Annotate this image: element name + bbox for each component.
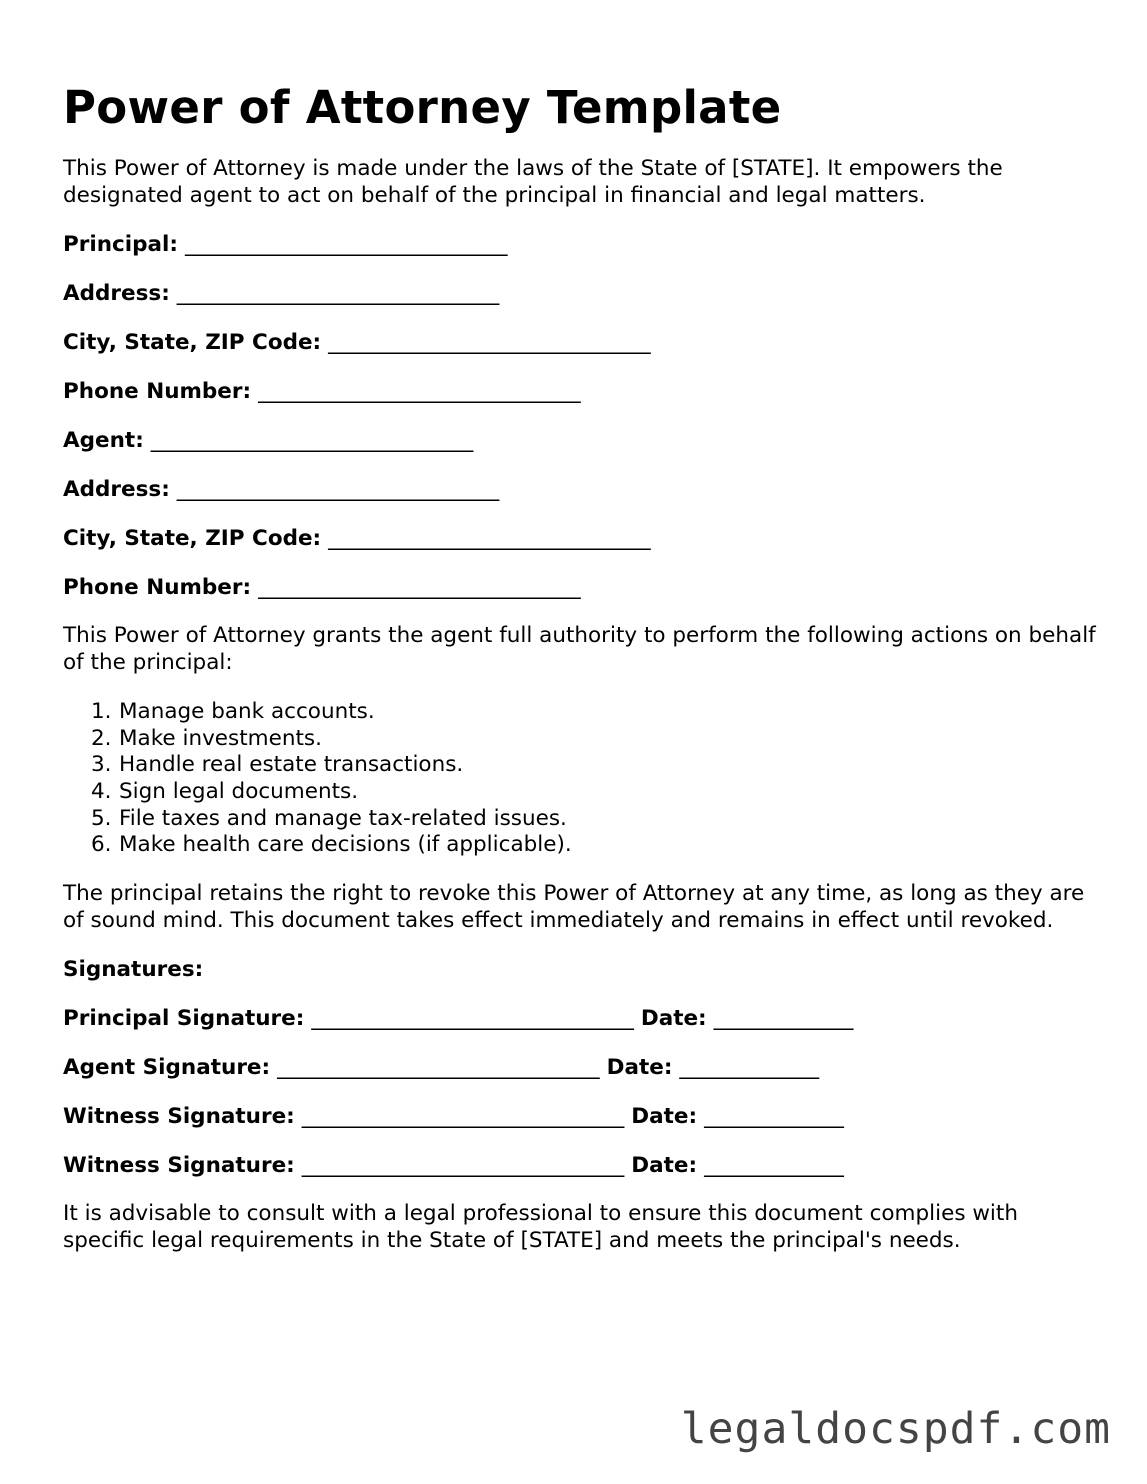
witness-signature-line-1[interactable] xyxy=(63,1103,1103,1130)
signature-label: Agent Signature: xyxy=(63,1055,271,1081)
date-label: Date: xyxy=(631,1153,698,1179)
field-label: Phone Number: xyxy=(63,575,252,601)
witness-signature-line-2[interactable] xyxy=(63,1152,1103,1179)
fill-in-blank[interactable]: ______________________________ xyxy=(150,428,474,454)
fill-in-blank[interactable]: ______________________________ xyxy=(328,330,651,356)
fill-in-blank[interactable]: ______________________________ xyxy=(176,477,500,503)
field-label: Phone Number: xyxy=(63,379,252,405)
signature-blank[interactable]: ______________________________ xyxy=(277,1055,600,1081)
field-label: Address: xyxy=(63,477,170,503)
list-item-text: Manage bank accounts. xyxy=(119,698,375,724)
list-item-text: File taxes and manage tax-related issues. xyxy=(119,805,567,831)
fill-in-blank[interactable]: ______________________________ xyxy=(328,526,651,552)
date-blank[interactable]: _____________ xyxy=(713,1006,854,1032)
fill-in-blank[interactable]: ______________________________ xyxy=(185,232,508,258)
signature-blank[interactable]: ______________________________ xyxy=(311,1006,634,1032)
list-item-text: Make health care decisions (if applicable). xyxy=(119,832,572,858)
list-item xyxy=(91,699,1103,726)
intro-paragraph: This Power of Attorney is made under the laws of the State of [STATE]. It empowers the designated agent to act on behalf of the principal in financial and legal matters. xyxy=(63,156,1003,208)
list-item xyxy=(91,726,1103,753)
list-number: 5. xyxy=(91,805,112,831)
date-blank[interactable]: _____________ xyxy=(679,1055,820,1081)
agent-city-state-zip-field[interactable] xyxy=(63,525,1103,552)
date-label: Date: xyxy=(640,1006,707,1032)
fill-in-blank[interactable]: ______________________________ xyxy=(176,281,500,307)
principal-city-state-zip-field[interactable] xyxy=(63,329,1103,356)
list-item-text: Make investments. xyxy=(119,725,322,751)
site-watermark: legaldocspdf.com xyxy=(680,1404,1111,1454)
document-page xyxy=(63,78,1103,1277)
agent-phone-field[interactable] xyxy=(63,574,1103,601)
date-label: Date: xyxy=(606,1055,673,1081)
signature-blank[interactable]: ______________________________ xyxy=(301,1153,625,1179)
list-number: 1. xyxy=(91,698,112,724)
agent-address-field[interactable] xyxy=(63,476,1103,503)
list-number: 2. xyxy=(91,725,112,751)
signature-label: Witness Signature: xyxy=(63,1153,295,1179)
date-label: Date: xyxy=(631,1104,698,1130)
powers-list xyxy=(63,699,1103,859)
powers-intro-paragraph: This Power of Attorney grants the agent full authority to perform the following actions on behalf of the principal: xyxy=(63,623,1096,676)
date-blank[interactable]: _____________ xyxy=(704,1153,844,1179)
revocation-paragraph: The principal retains the right to revoke this Power of Attorney at any time, as long as they are of sound mind. This document takes effect immediately and remains in effect until revoked. xyxy=(63,881,1085,933)
agent-signature-line[interactable] xyxy=(63,1054,1103,1081)
principal-signature-line[interactable] xyxy=(63,1005,1103,1032)
page-title: Power of Attorney Template xyxy=(63,81,782,134)
principal-address-field[interactable] xyxy=(63,280,1103,307)
list-item xyxy=(91,752,1103,779)
list-number: 6. xyxy=(91,832,112,858)
date-blank[interactable]: _____________ xyxy=(704,1104,844,1130)
list-number: 4. xyxy=(91,778,112,804)
principal-phone-field[interactable] xyxy=(63,378,1103,405)
signatures-heading: Signatures: xyxy=(63,957,204,983)
principal-name-field[interactable] xyxy=(63,231,1103,258)
agent-name-field[interactable] xyxy=(63,427,1103,454)
fill-in-blank[interactable]: ______________________________ xyxy=(258,575,581,601)
signature-label: Witness Signature: xyxy=(63,1104,295,1130)
list-item xyxy=(91,832,1103,859)
signature-blank[interactable]: ______________________________ xyxy=(301,1104,625,1130)
list-number: 3. xyxy=(91,752,112,778)
field-label: City, State, ZIP Code: xyxy=(63,526,322,552)
fill-in-blank[interactable]: ______________________________ xyxy=(258,379,581,405)
field-label: Principal: xyxy=(63,232,179,258)
signature-label: Principal Signature: xyxy=(63,1006,305,1032)
list-item-text: Handle real estate transactions. xyxy=(119,752,464,778)
list-item xyxy=(91,779,1103,806)
field-label: Address: xyxy=(63,281,170,307)
advisory-paragraph: It is advisable to consult with a legal professional to ensure this document complies with specific legal requirements in the State of [STATE] and meets the principal's needs. xyxy=(63,1201,1018,1254)
field-label: Agent: xyxy=(63,428,144,454)
list-item-text: Sign legal documents. xyxy=(119,778,359,804)
field-label: City, State, ZIP Code: xyxy=(63,330,322,356)
list-item xyxy=(91,806,1103,833)
